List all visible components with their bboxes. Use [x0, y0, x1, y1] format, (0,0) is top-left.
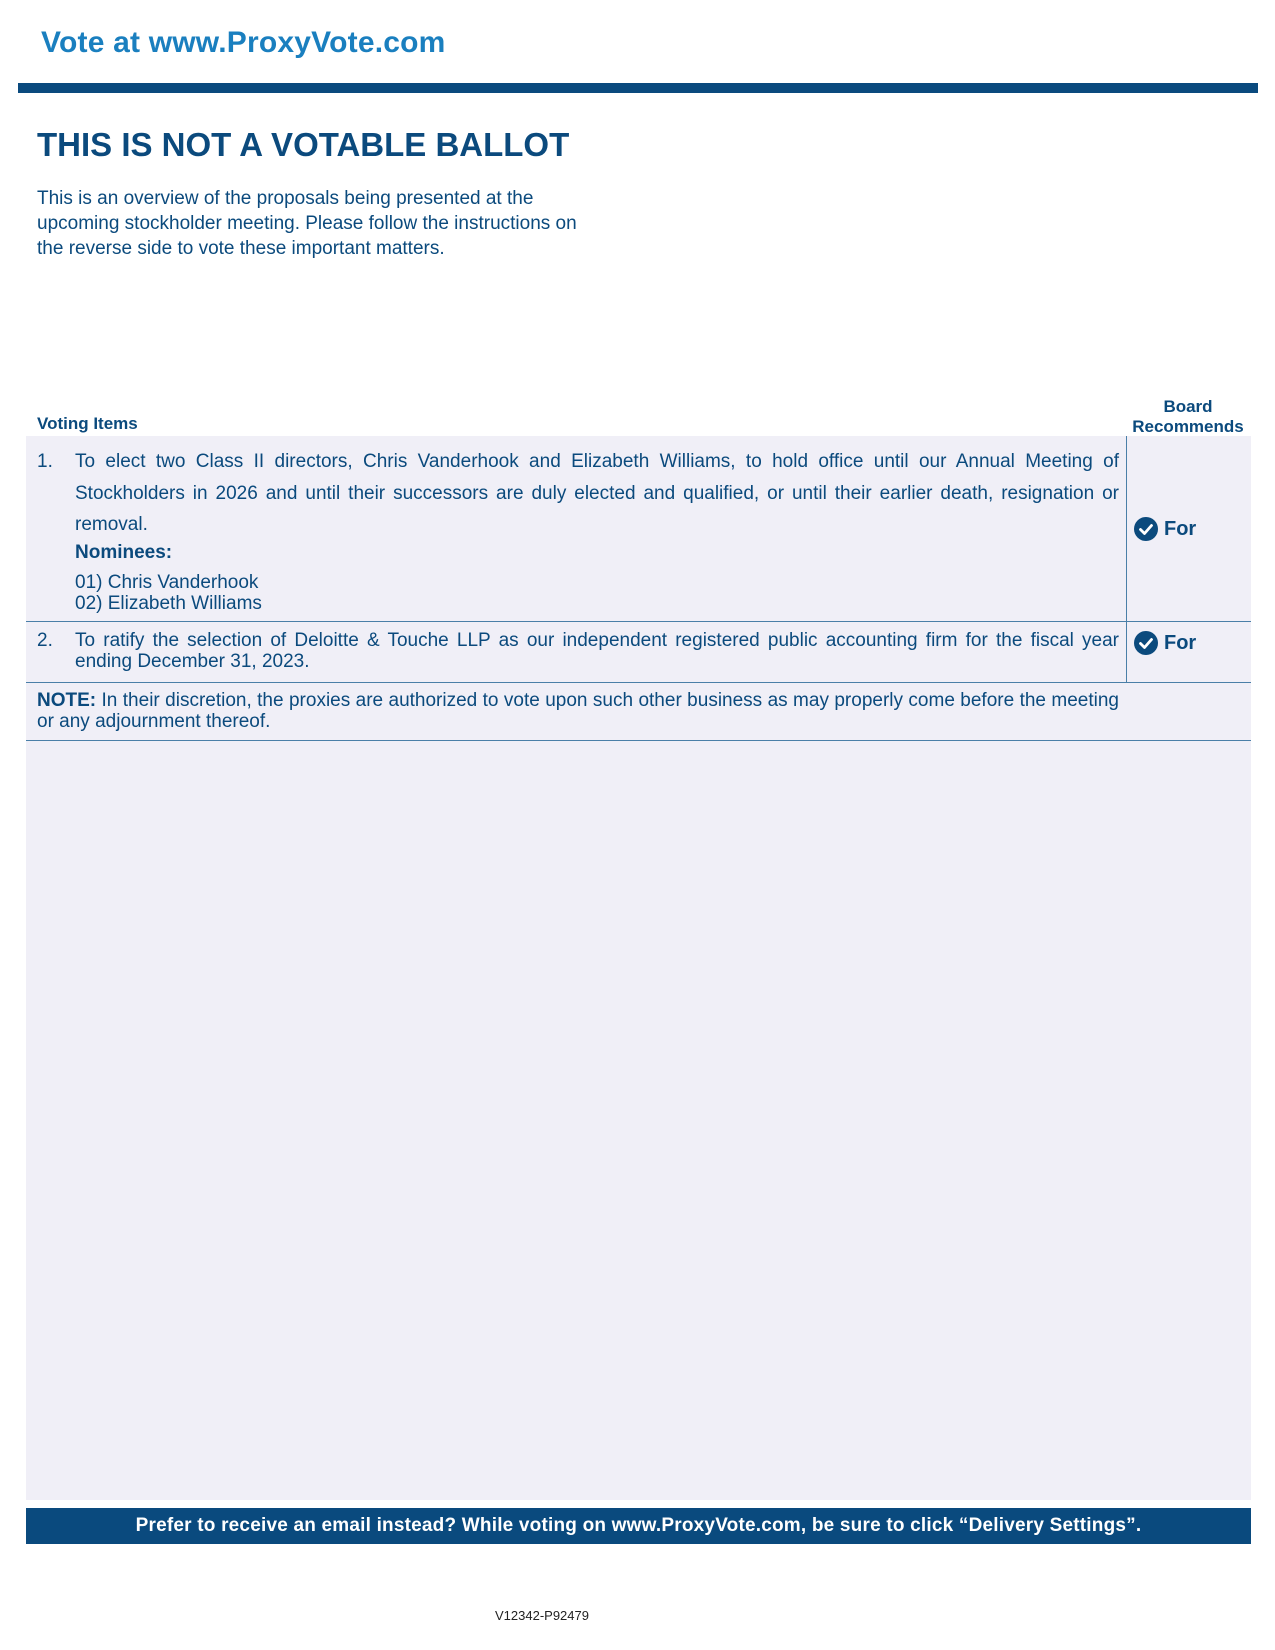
- board-header-line: Recommends: [1132, 417, 1244, 436]
- row-divider: [26, 740, 1251, 741]
- intro-line: upcoming stockholder meeting. Please follow the instructions on: [37, 213, 577, 234]
- row-divider: [26, 682, 1251, 683]
- recommendation-label: For: [1164, 631, 1197, 654]
- note-paragraph: [37, 690, 1119, 732]
- item-2-text: To ratify the selection of Deloitte & Touche LLP as our independent registered public accounting firm for the fiscal year ending December 31, 2023.: [75, 630, 1119, 672]
- board-recommends-header: [1126, 397, 1250, 437]
- intro-line: This is an overview of the proposals being presented at the: [37, 188, 534, 209]
- header-divider: [18, 83, 1258, 93]
- check-circle-icon: [1134, 631, 1158, 655]
- banner-text: Prefer to receive an email instead? While voting on www.ProxyVote.com, be sure to click “Delivery Settings”.: [135, 1515, 1142, 1536]
- check-circle-icon: [1134, 517, 1158, 541]
- nominee-item: 02) Elizabeth Williams: [75, 593, 262, 614]
- column-divider: [1126, 436, 1127, 683]
- delivery-settings-banner: [26, 1508, 1251, 1544]
- recommendation-label: For: [1164, 517, 1197, 540]
- nominees-label: Nominees:: [75, 542, 173, 563]
- document-code: V12342-P92479: [495, 1608, 589, 1623]
- item-1-text: To elect two Class II directors, Chris Vanderhook and Elizabeth Williams, to hold office until our Annual Meeting of Stockholders in 2026 and until their successors are duly elected and qualified, or until their earlier death, resignation or removal.: [75, 451, 1119, 535]
- item-number: 1.: [37, 451, 53, 472]
- voting-items-header: Voting Items: [37, 414, 138, 433]
- intro-paragraph: [37, 186, 637, 261]
- nominee-item: 01) Chris Vanderhook: [75, 572, 259, 593]
- item-1-recommendation: [1134, 517, 1196, 541]
- intro-line: the reverse side to vote these important matters.: [37, 238, 445, 259]
- row-divider: [26, 621, 1251, 622]
- note-label: NOTE:: [37, 690, 97, 711]
- board-header-line: Board: [1163, 397, 1213, 416]
- item-number: 2.: [37, 630, 53, 651]
- proxyvote-header-link[interactable]: Vote at www.ProxyVote.com: [41, 26, 446, 59]
- note-text: In their discretion, the proxies are authorized to vote upon such other business as may properly come before the meeting or any adjournment thereof.: [37, 690, 1119, 732]
- page-title: THIS IS NOT A VOTABLE BALLOT: [37, 126, 570, 163]
- item-2-recommendation: [1134, 631, 1196, 655]
